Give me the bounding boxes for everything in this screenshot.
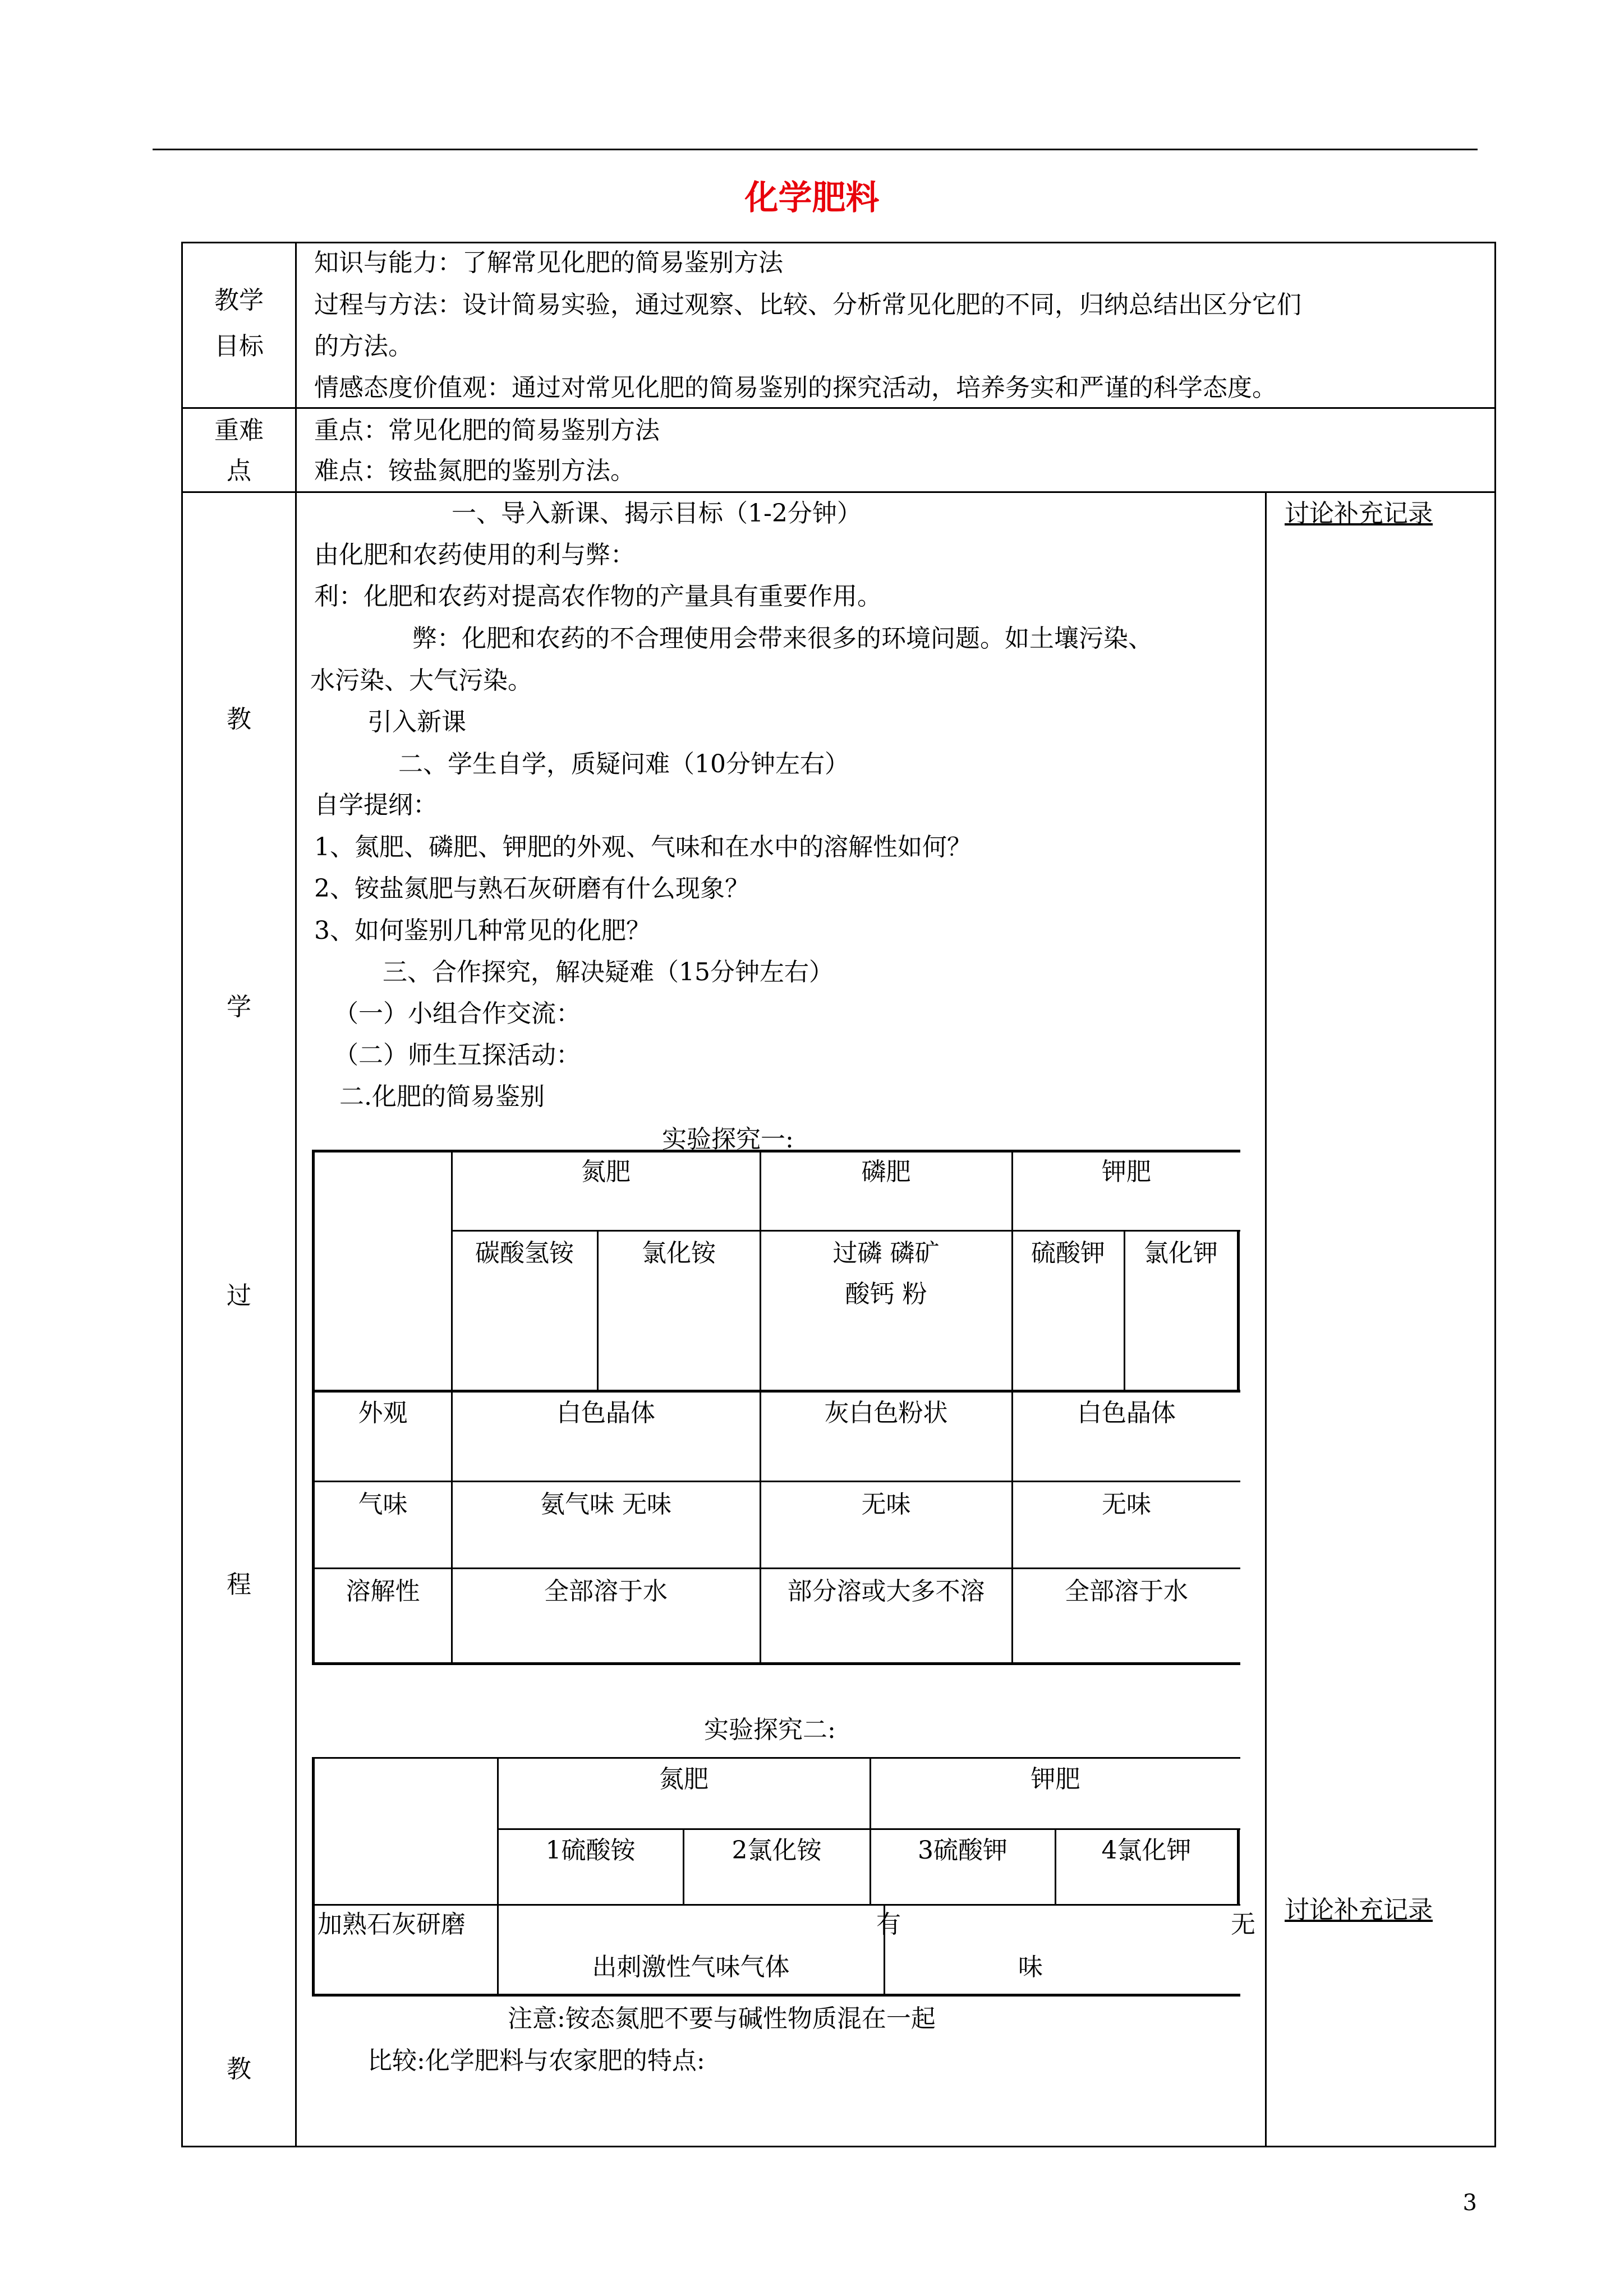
exp2-sub-header: 2氯化铵 [732, 1836, 822, 1865]
discussion-notes-link: 讨论补充记录 [1285, 499, 1433, 528]
exp1-sub-header: 碳酸氢铵 [475, 1239, 574, 1267]
safety-note: 注意:铵态氮肥不要与碱性物质混在一起 [508, 2004, 936, 2033]
body-line: 由化肥和农药使用的利与弊： [314, 541, 635, 569]
exp1-group-header: 钾肥 [1102, 1158, 1151, 1186]
section-heading: 二、学生自学，质疑问难（10分钟左右） [398, 750, 849, 778]
objective-line: 的方法。 [314, 332, 413, 361]
body-line: 二.化肥的简易鉴别 [339, 1082, 545, 1111]
exp1-sub-header: 过磷 磷矿 [832, 1239, 940, 1267]
body-line: 1、氮肥、磷肥、钾肥的外观、气味和在水中的溶解性如何？ [314, 833, 972, 861]
process-label-char: 过 [227, 1281, 251, 1310]
body-line: 自学提纲： [314, 791, 438, 819]
process-label-char: 教 [227, 2055, 251, 2083]
exp1-group-header: 氮肥 [581, 1158, 631, 1186]
body-line: 2、铵盐氮肥与熟石灰研磨有什么现象？ [314, 874, 749, 903]
comparison-prompt: 比较:化学肥料与农家肥的特点: [367, 2046, 705, 2075]
exp1-row-label: 溶解性 [346, 1577, 420, 1606]
exp1-cell: 全部溶于水 [544, 1577, 668, 1606]
exp1-sub-header: 氯化铵 [642, 1239, 716, 1267]
exp1-row-label: 气味 [358, 1490, 408, 1519]
process-label-char: 教 [227, 705, 251, 734]
discussion-notes-link-2: 讨论补充记录 [1285, 1896, 1433, 1924]
objective-line: 知识与能力：了解常见化肥的简易鉴别方法 [314, 248, 783, 277]
objectives-label: 教学 [214, 286, 264, 315]
body-line: 引入新课 [367, 708, 466, 736]
page-number: 3 [1462, 2190, 1477, 2216]
objectives-label-2: 目标 [214, 332, 264, 361]
process-label-char: 程 [227, 1570, 251, 1599]
objective-line: 过程与方法：设计简易实验，通过观察、比较、分析常见化肥的不同，归纳总结出区分它们 [314, 291, 1301, 319]
exp1-cell: 无味 [1102, 1490, 1151, 1519]
exp2-result-fragment: 无 [1231, 1910, 1255, 1939]
body-line: 弊：化肥和农药的不合理使用会带来很多的环境问题。如土壤污染、 [412, 624, 1153, 653]
key-point-line: 重点：常见化肥的简易鉴别方法 [314, 416, 660, 445]
page-title: 化学肥料 [744, 178, 880, 218]
exp1-cell: 氨气味 无味 [540, 1490, 671, 1519]
process-label-char: 学 [227, 993, 251, 1021]
section-heading: 三、合作探究，解决疑难（15分钟左右） [383, 958, 834, 986]
exp2-result: 出刺激性气味气体 [592, 1953, 790, 1981]
exp2-sub-header: 3硫酸钾 [918, 1836, 1007, 1865]
exp2-caption: 实验探究二: [704, 1716, 836, 1744]
key-points-label-2: 点 [227, 457, 251, 485]
objective-line: 情感态度价值观：通过对常见化肥的简易鉴别的探究活动，培养务实和严谨的科学态度。 [314, 374, 1277, 402]
exp2-result: 味 [1018, 1953, 1043, 1981]
exp1-cell: 部分溶或大多不溶 [787, 1577, 985, 1606]
exp2-result-fragment: 有 [876, 1910, 901, 1939]
exp1-caption: 实验探究一: [662, 1125, 794, 1154]
exp2-sub-header: 4氯化钾 [1101, 1836, 1191, 1865]
exp2-row-label: 加熟石灰研磨 [318, 1910, 466, 1939]
exp2-sub-header: 1硫酸铵 [545, 1836, 636, 1865]
exp2-group-header: 氮肥 [659, 1765, 709, 1794]
exp1-cell: 白色晶体 [1077, 1399, 1176, 1427]
exp1-cell: 灰白色粉状 [824, 1399, 948, 1427]
body-line: 3、如何鉴别几种常见的化肥？ [314, 916, 651, 945]
exp1-sub-header: 酸钙 粉 [845, 1280, 927, 1308]
key-point-line: 难点：铵盐氮肥的鉴别方法。 [314, 457, 635, 485]
body-line: （一）小组合作交流： [334, 999, 581, 1028]
header-rule [153, 149, 1478, 150]
exp1-sub-header: 氯化钾 [1144, 1239, 1218, 1267]
section-heading: 一、导入新课、揭示目标（1-2分钟） [452, 499, 862, 528]
exp1-group-header: 磷肥 [861, 1158, 911, 1186]
exp1-row-label: 外观 [358, 1399, 408, 1427]
exp1-sub-header: 硫酸钾 [1031, 1239, 1105, 1267]
exp1-cell: 全部溶于水 [1065, 1577, 1188, 1606]
body-line: （二）师生互探活动： [334, 1041, 581, 1069]
exp2-group-header: 钾肥 [1030, 1765, 1080, 1794]
exp1-cell: 白色晶体 [556, 1399, 655, 1427]
exp1-cell: 无味 [861, 1490, 911, 1519]
body-line: 利：化肥和农药对提高农作物的产量具有重要作用。 [314, 582, 882, 611]
body-line: 水污染、大气污染。 [310, 666, 532, 695]
key-points-label: 重难 [214, 416, 264, 445]
